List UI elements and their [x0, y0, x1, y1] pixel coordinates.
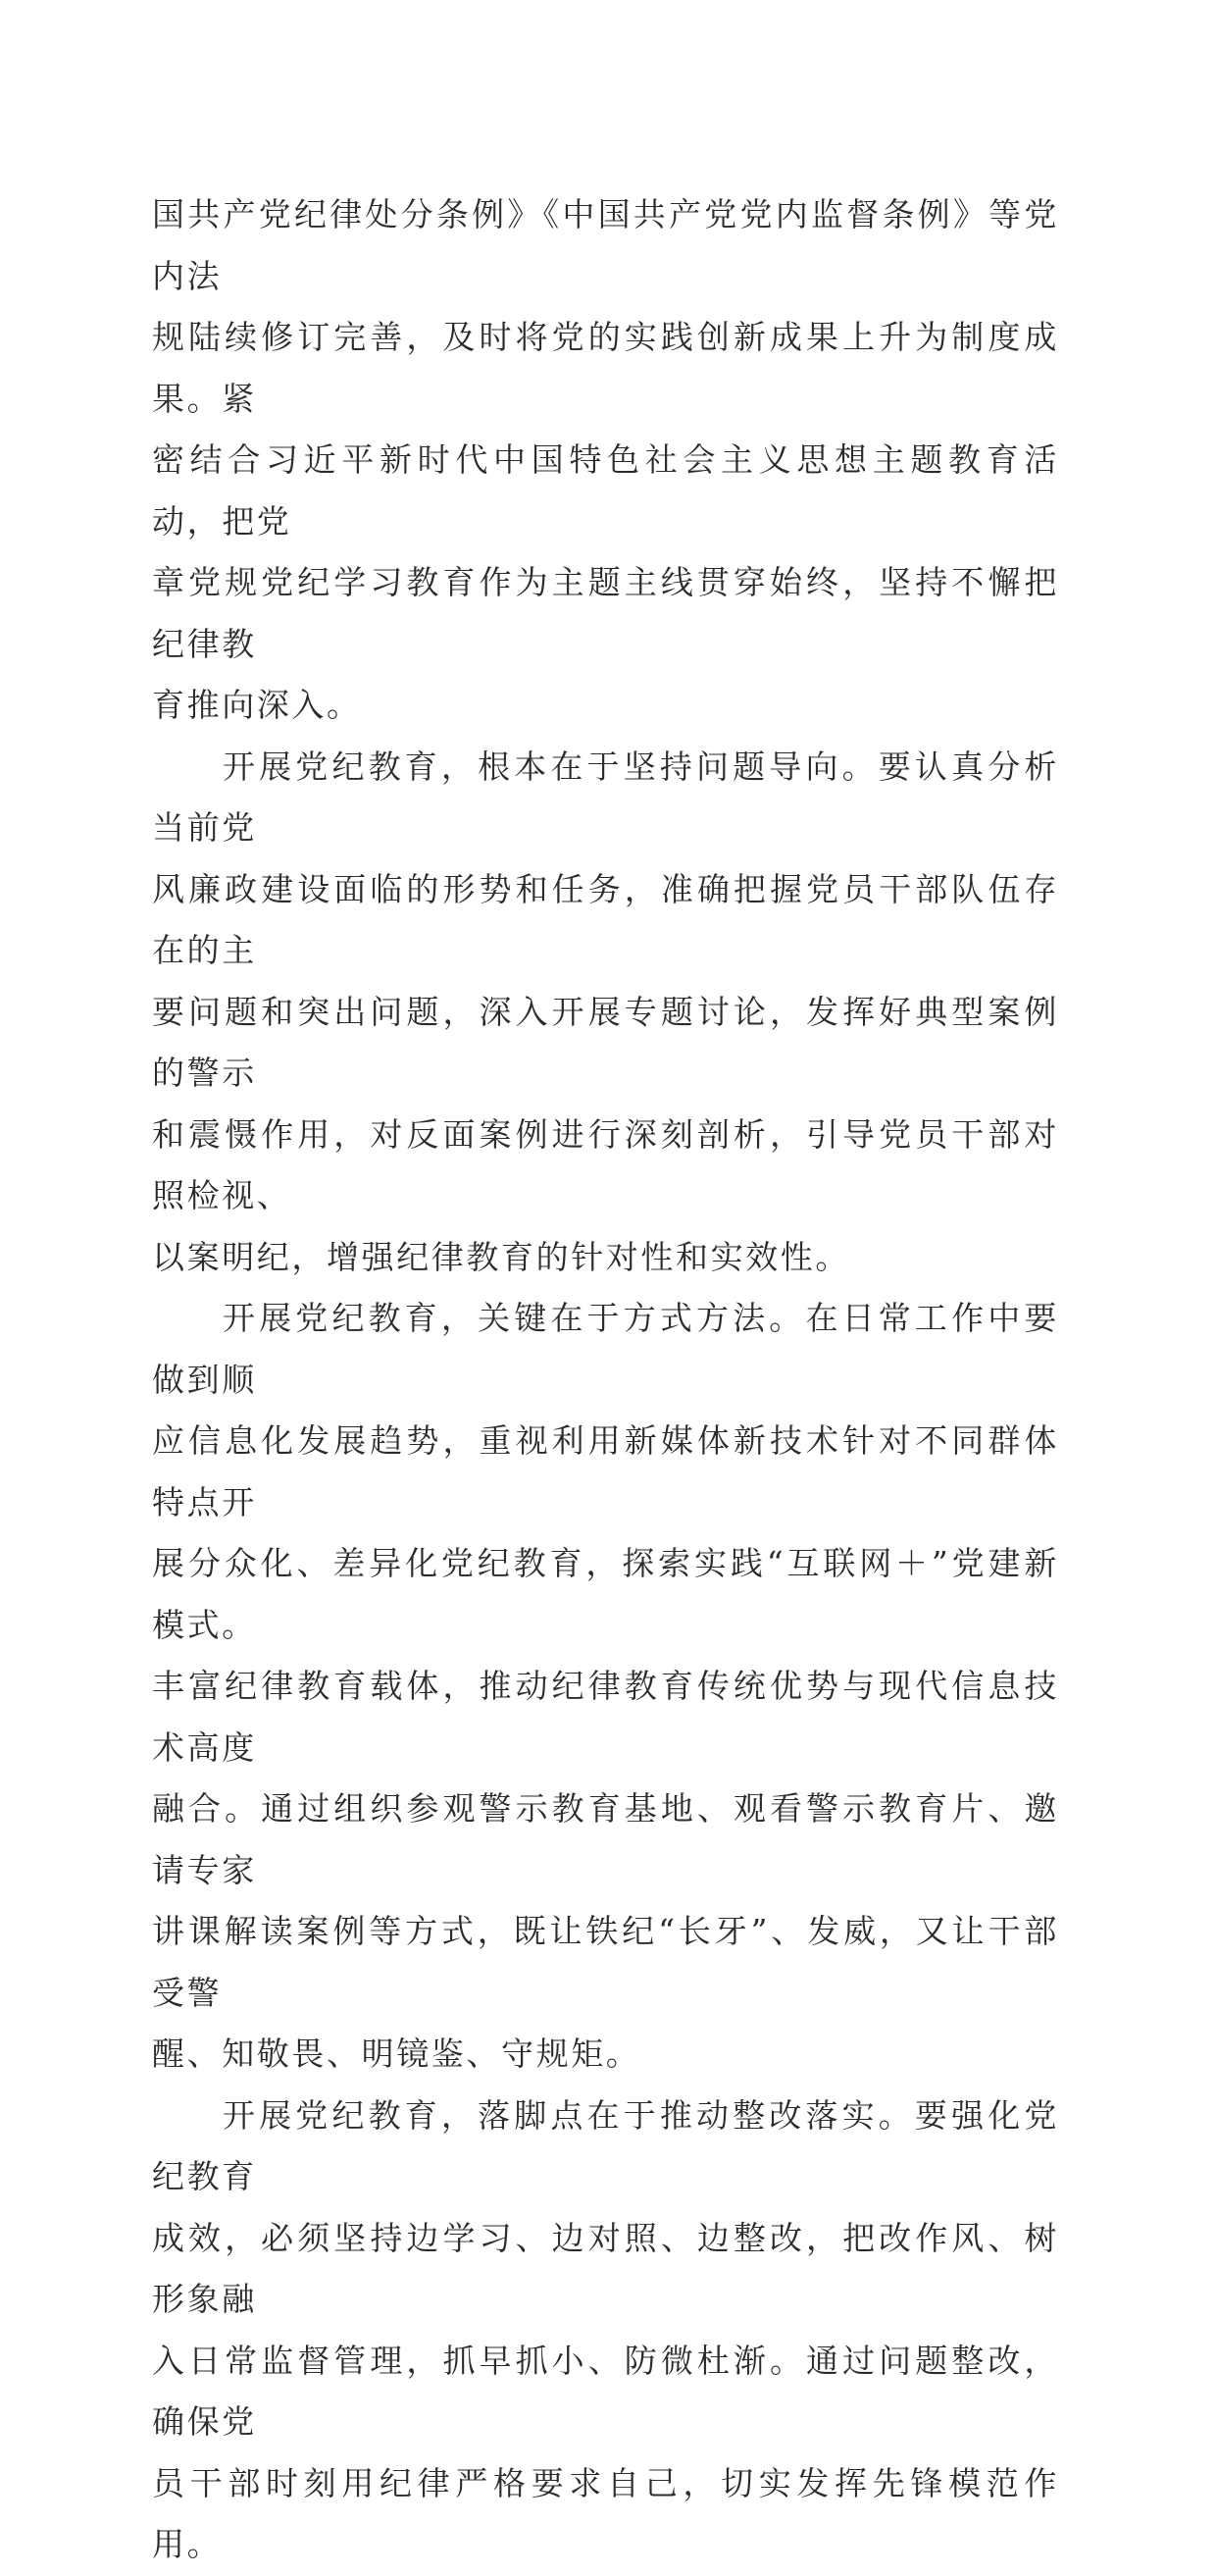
body-text — [152, 184, 1059, 2576]
text-line: 展分众化、差异化党纪教育，探索实践“互联网＋”党建新模式。 — [152, 1544, 1059, 1644]
text-line: 开展党纪教育，关键在于方式方法。在日常工作中要做到顺 — [152, 1299, 1059, 1399]
text-line: 以案明纪，增强纪律教育的针对性和实效性。 — [152, 1237, 850, 1276]
text-line: 和震慑作用，对反面案例进行深刻剖析，引导党员干部对照检视、 — [152, 1114, 1059, 1214]
text-line: 讲课解读案例等方式，既让铁纪“长牙”、发威，又让干部受警 — [152, 1912, 1059, 2012]
paragraph-3 — [152, 1288, 1059, 2086]
text-line: 成效，必须坚持边学习、边对照、边整改，把改作风、树形象融 — [152, 2218, 1059, 2318]
paragraph-4 — [152, 2086, 1059, 2576]
text-line: 要问题和突出问题，深入开展专题讨论，发挥好典型案例的警示 — [152, 992, 1059, 1092]
text-line: 国共产党纪律处分条例》《中国共产党党内监督条例》等党内法 — [152, 195, 1059, 295]
text-line: 规陆续修订完善，及时将党的实践创新成果上升为制度成果。紧 — [152, 318, 1059, 418]
text-line: 育推向深入。 — [152, 686, 362, 724]
text-line: 密结合习近平新时代中国特色社会主义思想主题教育活动，把党 — [152, 440, 1059, 541]
text-line: 章党规党纪学习教育作为主题主线贯穿始终，坚持不懈把纪律教 — [152, 563, 1059, 663]
text-line: 融合。通过组织参观警示教育基地、观看警示教育片、邀请专家 — [152, 1789, 1059, 1889]
text-line: 醒、知敬畏、明镜鉴、守规矩。 — [152, 2035, 641, 2073]
text-line: 开展党纪教育，落脚点在于推动整改落实。要强化党纪教育 — [152, 2095, 1059, 2195]
text-line: 开展党纪教育，根本在于坚持问题导向。要认真分析当前党 — [152, 747, 1059, 847]
text-line: 入日常监督管理，抓早抓小、防微杜渐。通过问题整改，确保党 — [152, 2341, 1059, 2441]
paragraph-1 — [152, 184, 1059, 737]
text-line: 应信息化发展趋势，重视利用新媒体新技术针对不同群体特点开 — [152, 1421, 1059, 1521]
text-line: 风廉政建设面临的形势和任务，准确把握党员干部队伍存在的主 — [152, 869, 1059, 969]
paragraph-2 — [152, 737, 1059, 1289]
text-line: 丰富纪律教育载体，推动纪律教育传统优势与现代信息技术高度 — [152, 1667, 1059, 1767]
text-line: 员干部时刻用纪律严格要求自己，切实发挥先锋模范作用。 — [152, 2463, 1059, 2563]
